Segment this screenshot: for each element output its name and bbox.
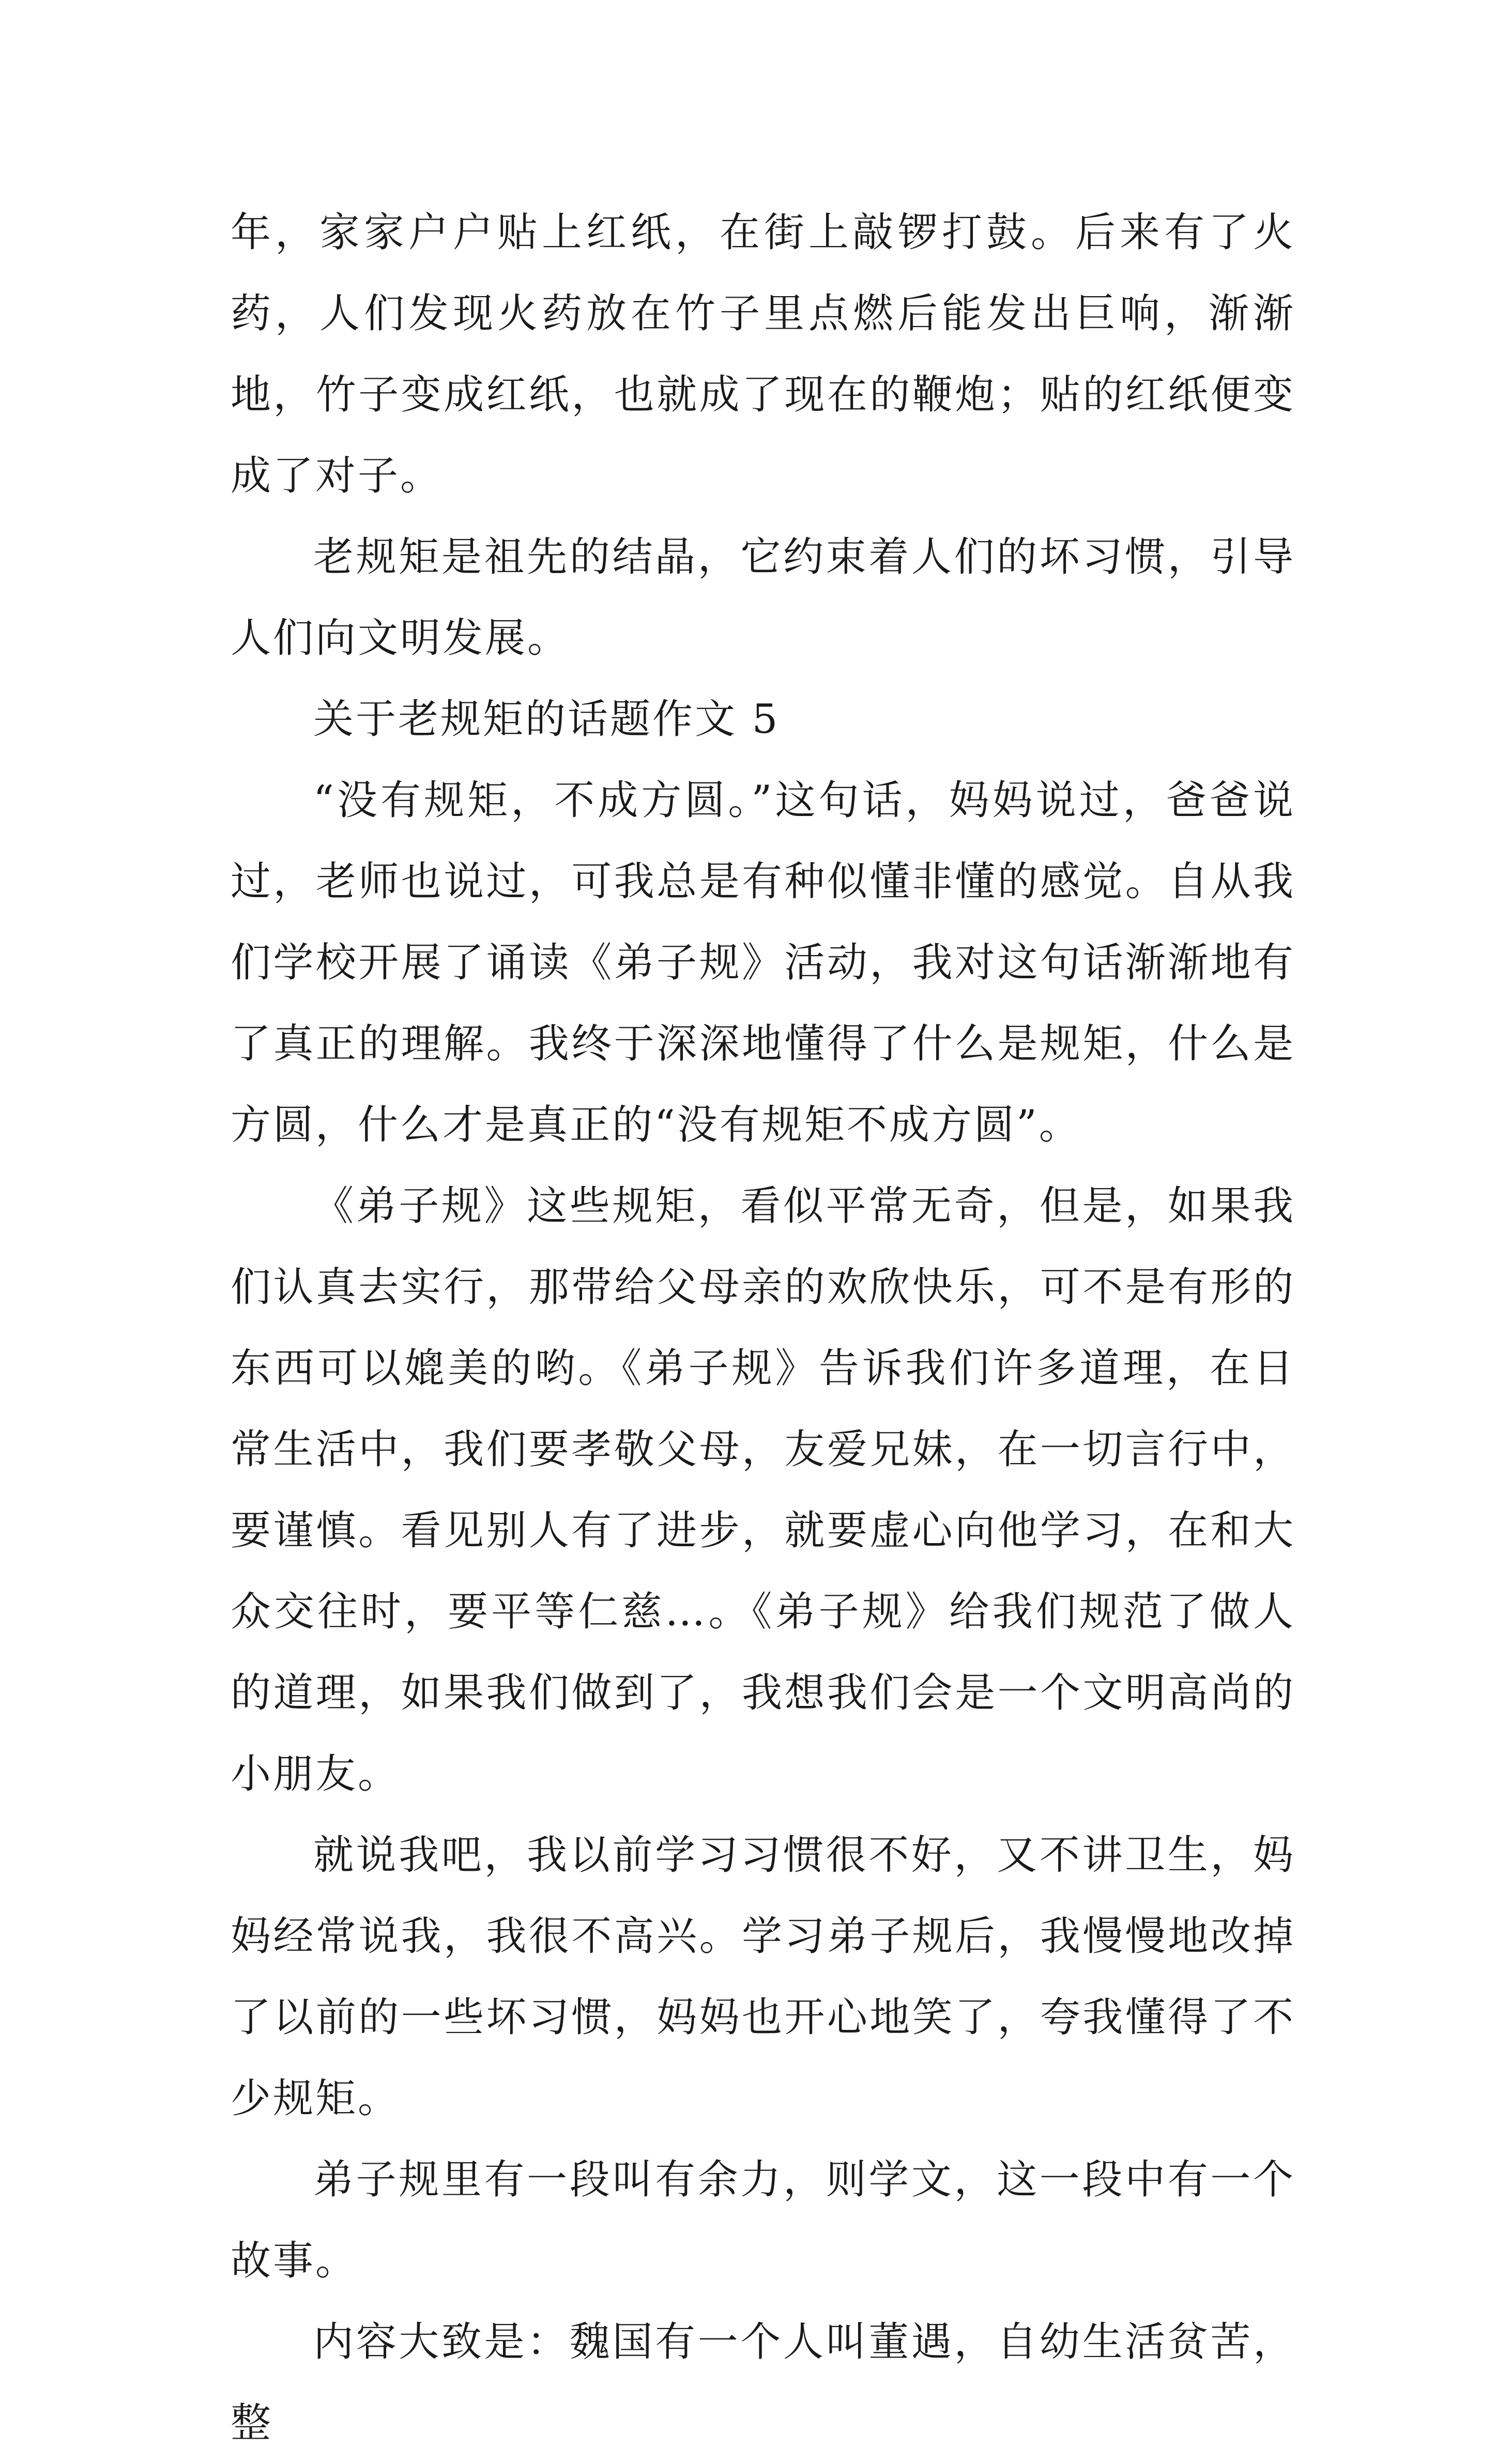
document-body xyxy=(231,192,1295,2464)
paragraph-1: 年，家家户户贴上红纸，在街上敲锣打鼓。后来有了火药，人们发现火药放在竹子里点燃后能发出巨响，渐渐地，竹子变成红纸，也就成了现在的鞭炮；贴的红纸便变成了对子。 xyxy=(231,209,1295,499)
paragraph-2: 老规矩是祖先的结晶，它约束着人们的坏习惯，引导人们向文明发展。 xyxy=(231,534,1295,661)
paragraph-6: 就说我吧，我以前学习习惯很不好，又不讲卫生，妈妈经常说我，我很不高兴。学习弟子规后，我慢慢地改掉了以前的一些坏习惯，妈妈也开心地笑了，夸我懂得了不少规矩。 xyxy=(231,1832,1295,2122)
paragraph-8: 内容大致是：魏国有一个人叫董遇，自幼生活贫苦，整 xyxy=(231,2319,1295,2446)
paragraph-7: 弟子规里有一段叫有余力，则学文，这一段中有一个故事。 xyxy=(231,2157,1295,2284)
section-heading: 关于老规矩的话题作文 5 xyxy=(313,696,780,743)
paragraph-5: 《弟子规》这些规矩，看似平常无奇，但是，如果我们认真去实行，那带给父母亲的欢欣快乐，可不是有形的东西可以媲美的哟。《弟子规》告诉我们许多道理，在日常生活中，我们要孝敬父母，友爱兄妹，在一切言行中，要谨慎。看见别人有了进步，就要虚心向他学习，在和大众交往时，要平等仁慈…。《弟子规》给我们规范了做人的道理，如果我们做到了，我想我们会是一个文明高尚的小朋友。 xyxy=(231,1183,1295,1797)
paragraph-4: “没有规矩，不成方圆。”这句话，妈妈说过，爸爸说过，老师也说过，可我总是有种似懂非懂的感觉。自从我们学校开展了诵读《弟子规》活动，我对这句话渐渐地有了真正的理解。我终于深深地懂得了什么是规矩，什么是方圆，什么才是真正的“没有规矩不成方圆”。 xyxy=(231,777,1295,1148)
